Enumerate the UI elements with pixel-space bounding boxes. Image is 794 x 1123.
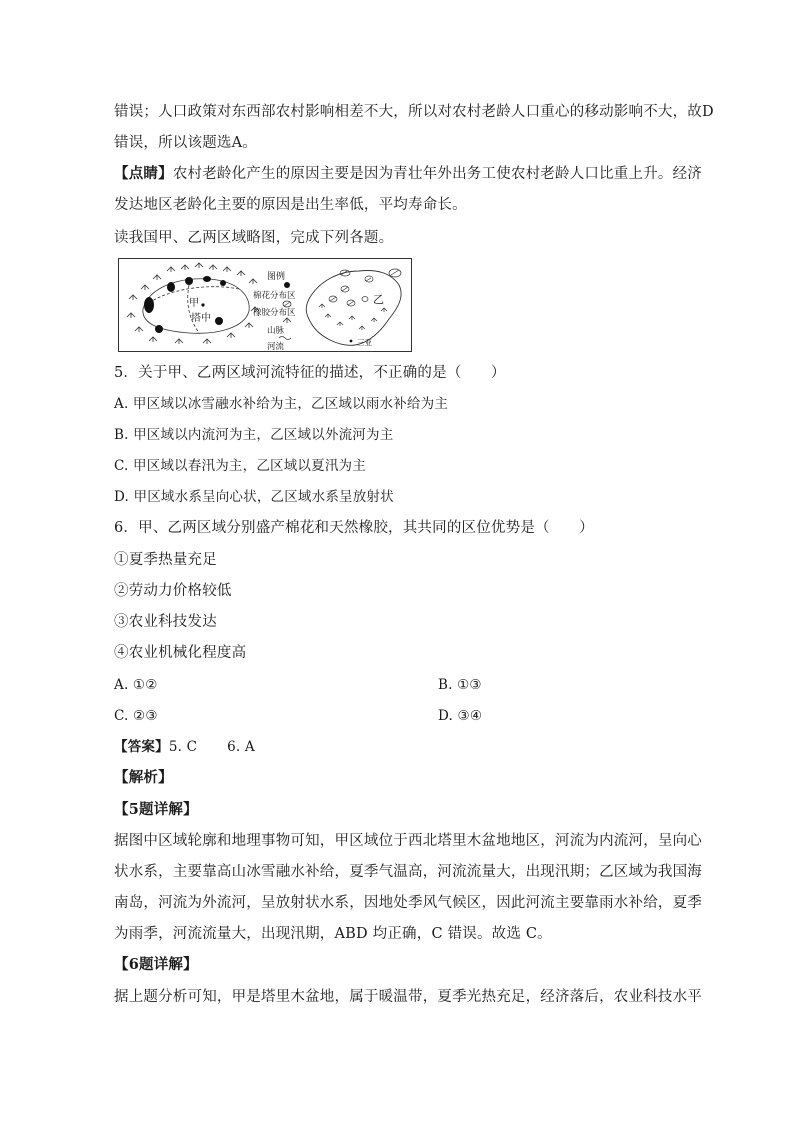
analysis-line: 状水系，主要靠高山冰雪融水补给，夏季气温高，河流流量大，出现汛期；乙区域为我国海 <box>114 864 702 880</box>
desert-road <box>149 285 239 333</box>
analysis-line: 为雨季，河流流量大，出现汛期，ABD 均正确，C 错误。故选 C。 <box>114 926 552 942</box>
q5-option-d: D. 甲区域水系呈向心状，乙区域水系呈放射状 <box>114 489 394 505</box>
q5-detail-tag: 【5题详解】 <box>114 801 198 818</box>
analysis-line: 据图中区域轮廓和地理事物可知，甲区域位于西北塔里木盆地地区，河流为内流河，呈向心 <box>114 833 702 849</box>
dianjing-tag: 【点睛】 <box>114 165 173 182</box>
cotton-areas <box>144 276 226 333</box>
analysis-line: 南岛，河流为外流河，呈放射状水系，因地处季风气候区，因此河流主要靠雨水补给，夏季 <box>114 895 702 911</box>
map-label-jia: 甲 <box>189 298 199 309</box>
q6-item: ①夏季热量充足 <box>114 552 217 568</box>
analysis-line: 据上题分析可知，甲是塔里木盆地，属于暖温带，夏季光热充足，经济落后，农业科技水平 <box>114 989 702 1005</box>
q6-option-a: A. ①② <box>114 677 158 693</box>
legend-rubber: 橡胶分布区 <box>253 308 296 318</box>
answer-line <box>114 737 255 757</box>
map-legend <box>253 270 296 351</box>
map-label-tazhong: 塔中 <box>191 313 211 324</box>
text-line: 错误，所以该题选A。 <box>114 135 257 151</box>
q5-option-b: B. 甲区域以内流河为主，乙区域以外流河为主 <box>114 427 394 443</box>
answer-6: 6. A <box>227 739 255 755</box>
region-map <box>118 258 412 352</box>
legend-mountain: 山脉 <box>267 326 285 336</box>
intro-line: 读我国甲、乙两区域略图，完成下列各题。 <box>114 230 394 246</box>
question-5-stem: 5．关于甲、乙两区域河流特征的描述，不正确的是（ ） <box>114 365 506 381</box>
analysis-tag: 【解析】 <box>114 769 173 786</box>
q6-item: ④农业机械化程度高 <box>114 645 247 661</box>
text-line: 农村老龄化产生的原因主要是因为青壮年外出务工使农村老龄人口比重上升。经济 <box>172 166 703 182</box>
q6-detail-tag: 【6题详解】 <box>114 956 198 973</box>
answer-tag: 【答案】 <box>114 739 169 755</box>
q6-item: ③农业科技发达 <box>114 614 217 630</box>
q6-option-d: D. ③④ <box>438 708 483 724</box>
q6-option-c: C. ②③ <box>114 708 158 724</box>
text-line: 错误；人口政策对东西部农村影响相差不大，所以对农村老龄人口重心的移动影响不大，故D <box>114 104 714 120</box>
legend-title: 图例 <box>267 272 286 282</box>
map-label-sanya: 三亚 <box>357 338 372 347</box>
map-label-yi: 乙 <box>373 293 384 306</box>
city-dot <box>201 303 204 306</box>
question-6-stem: 6．甲、乙两区域分别盛产棉花和天然橡胶，其共同的区位优势是（ ） <box>114 520 594 536</box>
q6-item: ②劳动力价格较低 <box>114 583 232 599</box>
legend-cotton: 棉花分布区 <box>253 291 296 301</box>
island-outline <box>306 271 401 346</box>
text-line: 发达地区老龄化主要的原因是出生率低，平均寿命长。 <box>114 197 467 213</box>
q5-option-a: A. 甲区域以冰雪融水补给为主，乙区域以雨水补给为主 <box>114 396 449 412</box>
legend-river: 河流 <box>267 342 285 351</box>
q5-option-c: C. 甲区域以春汛为主，乙区域以夏汛为主 <box>114 458 366 474</box>
answer-5: 5. C <box>168 739 198 755</box>
q6-option-b: B. ①③ <box>438 677 482 693</box>
dianjing-paragraph <box>114 164 702 184</box>
